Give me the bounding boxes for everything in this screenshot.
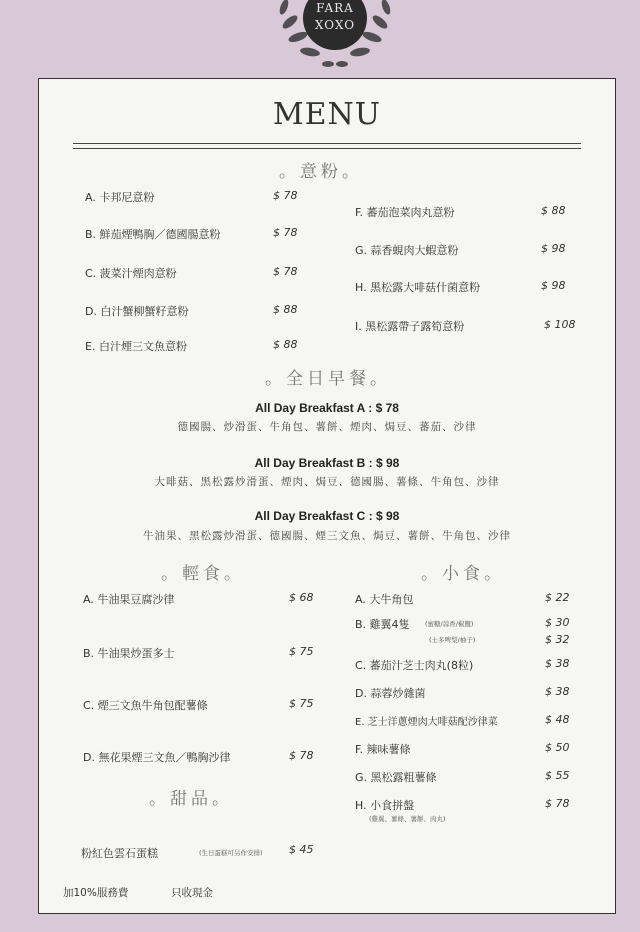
snack-item-e: E. 芝士洋蔥煙肉大啡菇配沙律菜 xyxy=(355,717,498,728)
service-charge-note: 加10%服務費 xyxy=(63,887,129,899)
light-item-b: B. 牛油果炒蛋多士 xyxy=(83,647,175,660)
snack-price-a: $ 22 xyxy=(545,591,570,604)
restaurant-logo xyxy=(270,0,400,72)
light-item-a: A. 牛油果豆腐沙律 xyxy=(83,593,175,606)
snack-price-c: $ 38 xyxy=(545,657,570,670)
pasta-price-b: $ 78 xyxy=(273,226,298,239)
dessert-price: $ 45 xyxy=(289,843,314,856)
snack-item-f: F. 辣味薯條 xyxy=(355,743,411,756)
light-price-b: $ 75 xyxy=(289,645,314,658)
snack-price-h: $ 78 xyxy=(545,797,570,810)
menu-title: MENU xyxy=(272,97,382,132)
light-item-d: D. 無花果煙三文魚／鴨胸沙律 xyxy=(83,751,231,764)
pasta-price-i: $ 108 xyxy=(544,318,576,331)
light-price-c: $ 75 xyxy=(289,697,314,710)
pasta-item-d: D. 白汁蟹柳蟹籽意粉 xyxy=(85,305,189,318)
snack-item-g: G. 黑松露粗薯條 xyxy=(355,771,437,784)
breakfast-c-name: All Day Breakfast C : $ 98 xyxy=(254,509,400,523)
pasta-item-h: H. 黑松露大啡菇什菌意粉 xyxy=(355,281,481,294)
menu-sheet xyxy=(38,78,616,914)
title-rule-top xyxy=(73,143,581,144)
pasta-item-a: A. 卡邦尼意粉 xyxy=(85,191,155,204)
snack-item-b: B. 雞翼4隻 xyxy=(355,618,410,631)
pasta-price-c: $ 78 xyxy=(273,265,298,278)
snack-note-b1: (蜜糖/蒜香/椒鹽) xyxy=(425,620,474,628)
title-rule-bottom xyxy=(73,148,581,149)
pasta-item-b: B. 鮮茄煙鴨胸／德國腸意粉 xyxy=(85,228,221,241)
pasta-item-i: I. 黑松露帶子露筍意粉 xyxy=(355,320,465,333)
light-item-c: C. 煙三文魚牛角包配薯條 xyxy=(83,699,208,712)
pasta-section-title: 。意粉。 xyxy=(279,162,363,182)
snack-item-d: D. 蒜蓉炒雜菌 xyxy=(355,687,426,700)
cash-only-note: 只收現金 xyxy=(171,887,213,899)
pasta-price-a: $ 78 xyxy=(273,189,298,202)
dessert-section-title: 。甜品。 xyxy=(149,789,233,809)
logo-line2: XOXO xyxy=(314,18,356,32)
pasta-item-g: G. 蒜香蜆肉大蝦意粉 xyxy=(355,244,459,257)
breakfast-b-desc: 大啡菇、黑松露炒滑蛋、煙肉、焗豆、德國腸、薯條、牛角包、沙律 xyxy=(154,476,500,488)
breakfast-section-title: 。全日早餐。 xyxy=(265,369,391,389)
snacks-section-title: 。小食。 xyxy=(421,564,505,584)
dessert-note: (生日蛋糕可另作安排) xyxy=(199,849,263,857)
snack-price-b1: $ 30 xyxy=(545,616,570,629)
light-section-title: 。輕食。 xyxy=(161,564,245,584)
dessert-item: 粉紅色雲石蛋糕 xyxy=(81,847,158,860)
breakfast-a-desc: 德國腸、炒滑蛋、牛角包、薯餅、煙肉、焗豆、蕃茄、沙律 xyxy=(177,421,477,433)
light-price-a: $ 68 xyxy=(289,591,314,604)
snack-platter-note: (雞翼、薯條、薯餅、肉丸) xyxy=(369,815,446,823)
pasta-price-h: $ 98 xyxy=(541,279,566,292)
logo-line1: FARA xyxy=(316,1,354,15)
pasta-item-f: F. 蕃茄泡菜肉丸意粉 xyxy=(355,206,455,219)
snack-price-e: $ 48 xyxy=(545,713,570,726)
snack-price-g: $ 55 xyxy=(545,769,570,782)
breakfast-a-name: All Day Breakfast A : $ 78 xyxy=(255,401,399,415)
snack-item-h: H. 小食拼盤 xyxy=(355,799,415,812)
snack-item-c: C. 蕃茄汁芝士肉丸(8粒) xyxy=(355,659,474,672)
snack-price-d: $ 38 xyxy=(545,685,570,698)
snack-note-b2: (士多啤梨/柚子) xyxy=(429,636,476,644)
snack-price-f: $ 50 xyxy=(545,741,570,754)
pasta-price-f: $ 88 xyxy=(541,204,566,217)
pasta-price-g: $ 98 xyxy=(541,242,566,255)
breakfast-b-name: All Day Breakfast B : $ 98 xyxy=(254,456,400,470)
pasta-item-c: C. 菠菜汁煙肉意粉 xyxy=(85,267,177,280)
pasta-price-d: $ 88 xyxy=(273,303,298,316)
pasta-price-e: $ 88 xyxy=(273,338,298,351)
breakfast-c-desc: 牛油果、黑松露炒滑蛋、德國腸、煙三文魚、焗豆、薯餅、牛角包、沙律 xyxy=(143,530,511,542)
light-price-d: $ 78 xyxy=(289,749,314,762)
snack-price-b2: $ 32 xyxy=(545,633,570,646)
snack-item-a: A. 大牛角包 xyxy=(355,593,414,606)
pasta-item-e: E. 白汁煙三文魚意粉 xyxy=(85,340,187,353)
